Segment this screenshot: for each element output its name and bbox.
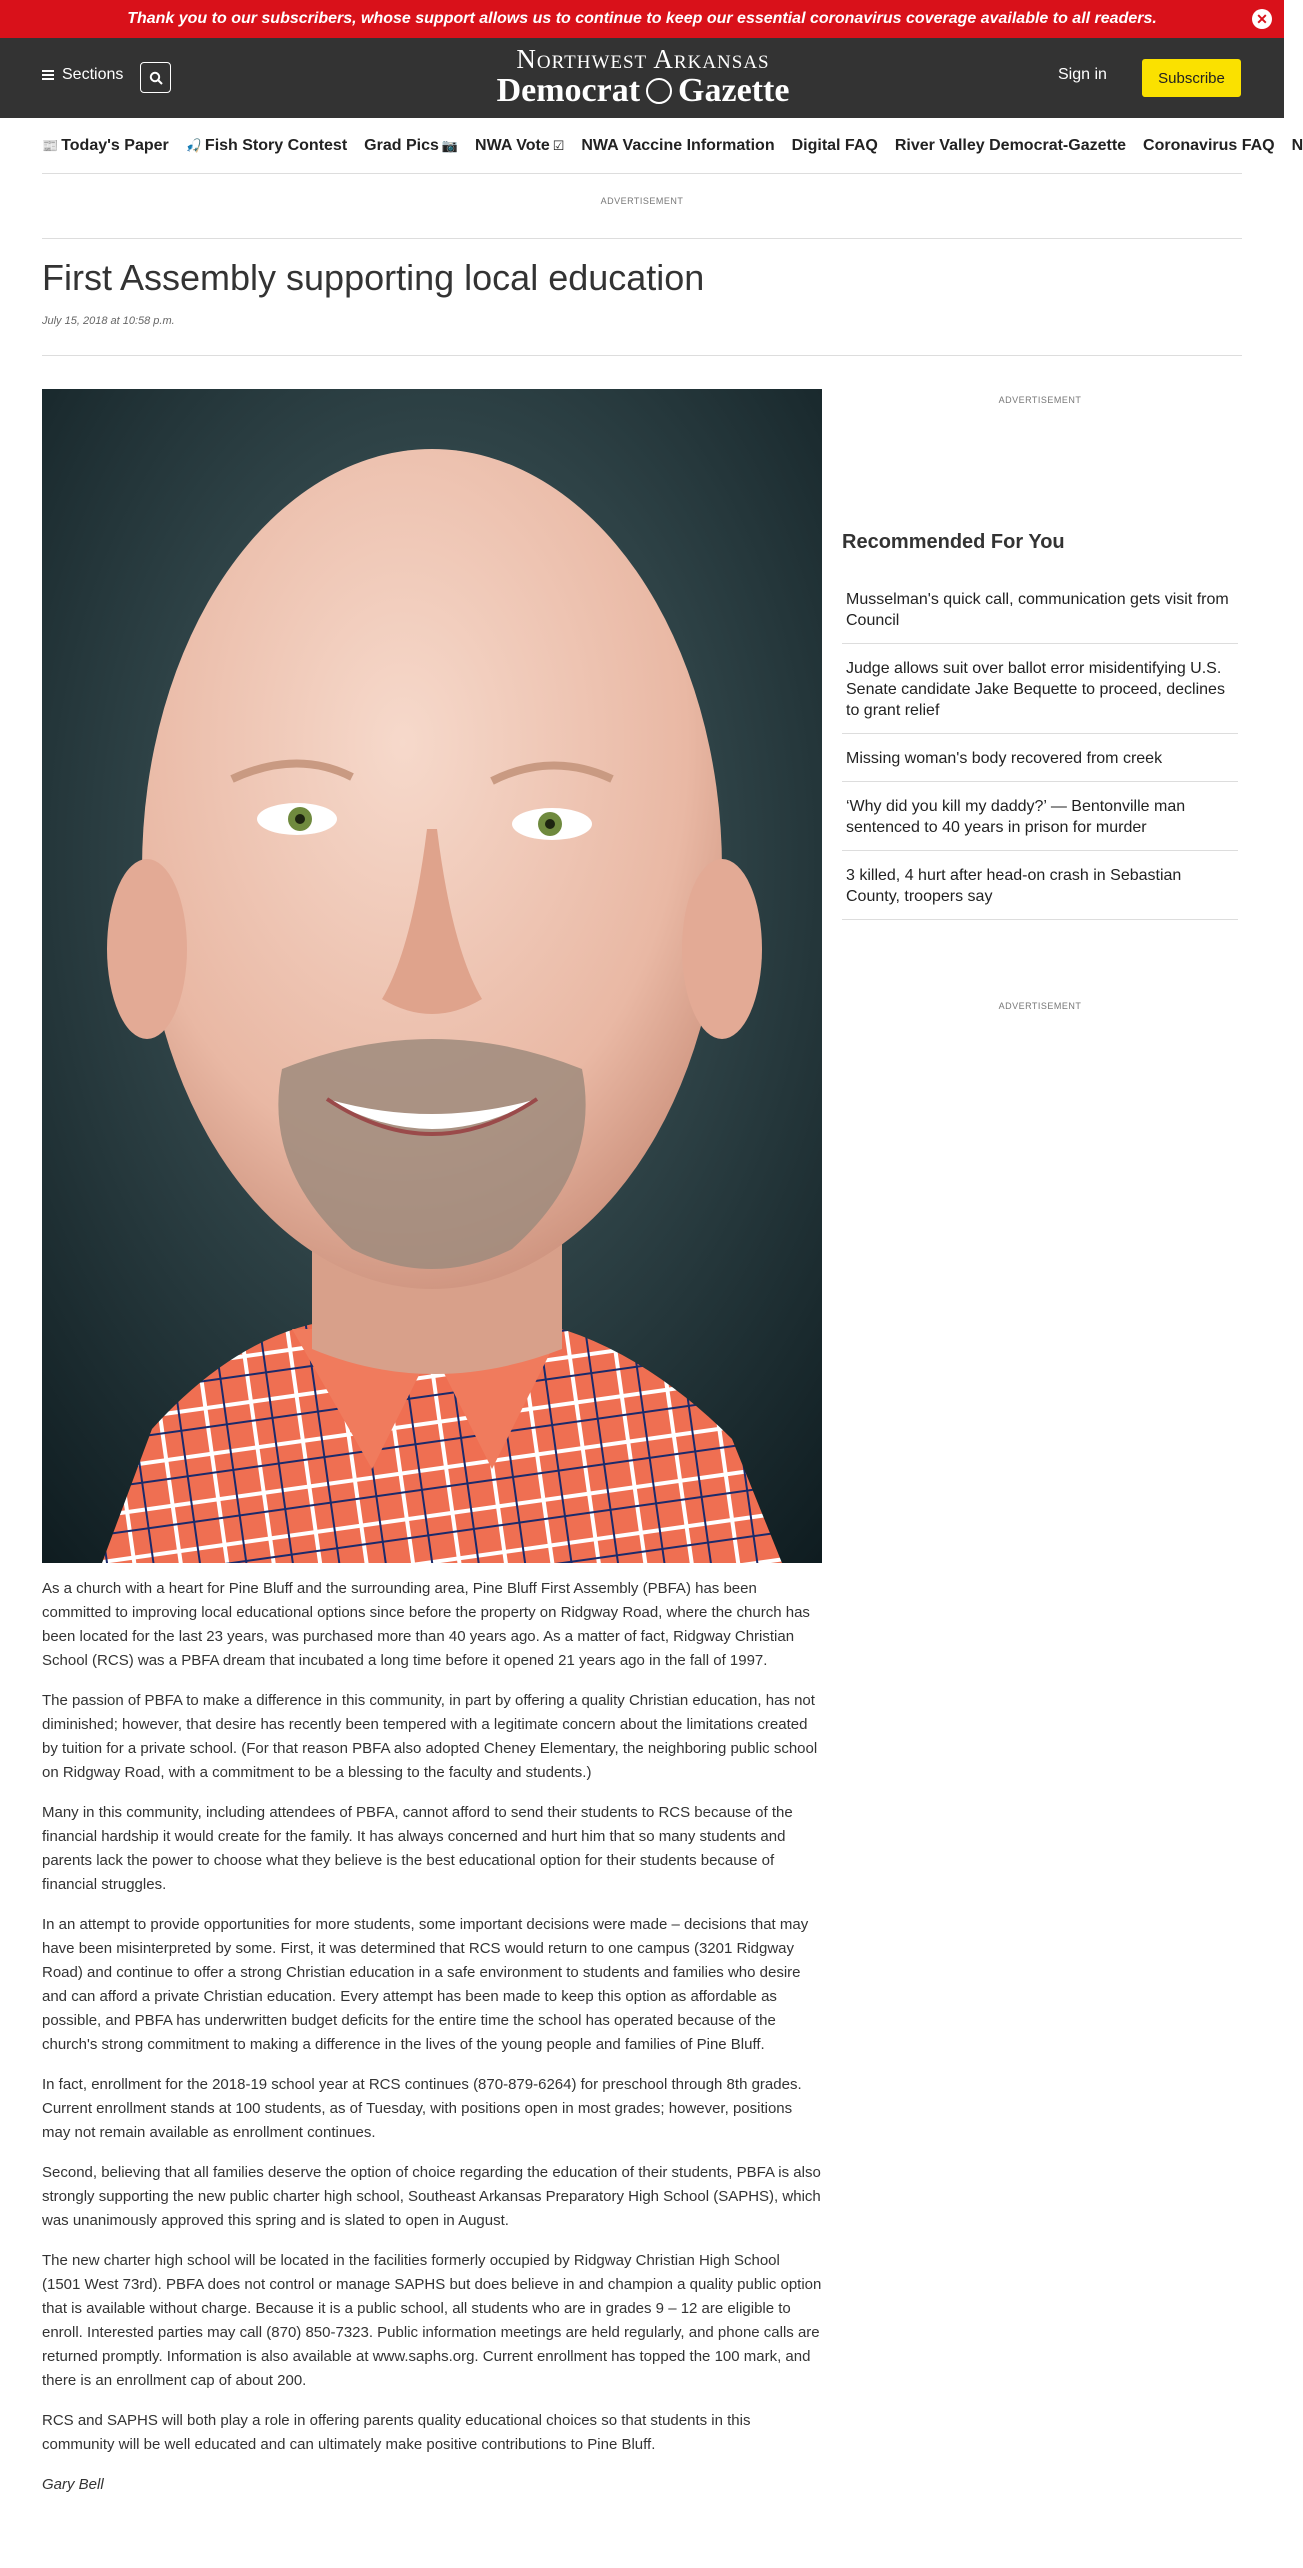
nav-label: Fish Story Contest	[204, 137, 348, 154]
article-body	[42, 1577, 822, 2511]
portrait-image	[42, 389, 822, 1563]
article-title: First Assembly supporting local education	[42, 257, 705, 298]
article-paragraph: The passion of PBFA to make a difference in this community, in part by offering a quality Christian education, has not diminished; however, that desire has recently been tempered with a legitimate concern about the limitations created by tuition for a private school. (For that reason PBFA also adopted Cheney Elementary, the neighboring public school on Ridgway Road, with a commitment to be a blessing to the faculty and students.)	[42, 1692, 818, 1781]
article-photo	[42, 389, 822, 1563]
article-paragraph: Second, believing that all families deserve the option of choice regarding the education of their students, PBFA is also strongly supporting the new public charter high school, Southeast Arkansas Preparatory High School (SAPHS), which was unanimously approved this spring and is slated to open in August.	[42, 2164, 821, 2229]
seal-icon	[646, 78, 672, 104]
subscribe-button[interactable]: Subscribe	[1142, 59, 1241, 97]
nav-item-nwa-vote[interactable]	[475, 137, 564, 155]
ad-label: ADVERTISEMENT	[600, 196, 684, 206]
camera-icon: 📷	[441, 138, 459, 153]
top-nav	[42, 118, 1303, 174]
nav-item-todays-paper[interactable]	[42, 137, 169, 155]
nav-label: Today's Paper	[61, 137, 169, 154]
site-header	[0, 38, 1284, 118]
recommended-item[interactable]: Missing woman's body recovered from creek	[842, 734, 1238, 782]
article-paragraph: Many in this community, including attendees of PBFA, cannot afford to send their students to RCS because of the financial hardship it would create for the family. It has always concerned and hurt him that so many students and parents lack the power to choose what they believe is the best educational option for their students because of financial struggles.	[42, 1804, 793, 1893]
newspaper-icon: 📰	[42, 138, 59, 153]
article-paragraph: RCS and SAPHS will both play a role in offering parents quality educational choices so that students in this community will be well educated and can ultimately make positive contributions to Pine Bluff.	[42, 2412, 751, 2453]
logo-line1: Northwest Arkansas	[516, 44, 770, 74]
divider	[42, 173, 1242, 174]
recommended-item[interactable]: Musselman's quick call, communication gets visit from Council	[842, 575, 1238, 644]
nav-item-vaccine-info[interactable]: NWA Vaccine Information	[581, 137, 775, 154]
sign-in-link[interactable]: Sign in	[1058, 66, 1107, 83]
nav-label: Grad Pics	[364, 137, 439, 154]
search-button[interactable]	[140, 62, 171, 93]
article-paragraph: In an attempt to provide opportunities for more students, some important decisions were made – decisions that may have been misinterpreted by some. First, it was determined that RCS would return to one campus (3201 Ridgway Road) and continue to offer a strong Christian education in a safe environment to students and families who desire and can afford a private Christian education. Every attempt has been made to keep this option as affordable as possible, and PBFA has underwritten budget deficits for the entire time the school has operated because of the church's strong commitment to making a difference in the lives of the young people and families of Pine Bluff.	[42, 1916, 809, 2053]
nav-item-grad-pics[interactable]	[364, 137, 458, 155]
close-icon[interactable]: ✕	[1252, 9, 1272, 29]
article-paragraph: The new charter high school will be located in the facilities formerly occupied by Ridgway Christian High School (1501 West 73rd). PBFA does not control or manage SAPHS but does believe in and champion a quality public option that is available without charge. Because it is a public school, all students who are in grades 9 – 12 are eligible to enroll. Interested parties may call (870) 850-7323. Public information meetings are held regularly, and phone calls are returned promptly. Information is also available at www.saphs.org. Current enrollment has topped the 100 mark, and there is an enrollment cap of about 200.	[42, 2252, 822, 2389]
site-logo[interactable]	[490, 44, 796, 110]
nav-item-digital-faq[interactable]: Digital FAQ	[791, 137, 878, 154]
article-paragraph: As a church with a heart for Pine Bluff and the surrounding area, Pine Bluff First Assembly (PBFA) has been committed to improving local educational options since before the property on Ridgway Road, where the church has been located for the last 23 years, was purchased more than 40 years ago. As a matter of fact, Ridgway Christian School (RCS) was a PBFA dream that incubated a long time before it opened 21 years ago in the fall of 1997.	[42, 1580, 810, 1669]
ballot-icon: ☑	[552, 138, 565, 153]
sections-button[interactable]	[42, 66, 123, 84]
fish-icon: 🎣	[185, 138, 202, 153]
logo-word1: Democrat	[496, 72, 641, 109]
sidebar-ad-label: ADVERTISEMENT	[998, 1001, 1082, 1011]
sidebar-ad-label: ADVERTISEMENT	[998, 395, 1082, 405]
nav-item-river-valley[interactable]: River Valley Democrat-Gazette	[894, 137, 1127, 154]
article-paragraph: In fact, enrollment for the 2018-19 school year at RCS continues (870-879-6264) for preschool through 8th grades. Current enrollment stands at 100 students, as of Tuesday, with positions open in most grades; however, positions may not remain available as enrollment continues.	[42, 2076, 802, 2141]
sections-label: Sections	[62, 66, 124, 83]
nav-item-fish-story[interactable]	[186, 137, 347, 155]
author-signature: Gary Bell	[42, 2476, 104, 2493]
banner-text: Thank you to our subscribers, whose support allows us to continue to keep our essential coronavirus coverage available to all readers.	[127, 10, 1157, 27]
logo-word2: Gazette	[678, 72, 790, 109]
recommended-item[interactable]: 3 killed, 4 hurt after head-on crash in Sebastian County, troopers say	[842, 851, 1238, 920]
recommended-title: Recommended For You	[842, 531, 1065, 553]
nav-item-coronavirus-faq[interactable]: Coronavirus FAQ	[1143, 137, 1275, 154]
nav-label: NWA Vote	[475, 137, 550, 154]
recommended-list	[842, 575, 1238, 920]
divider	[42, 355, 1242, 356]
nav-item-more[interactable]: N	[1291, 137, 1303, 154]
search-icon	[149, 71, 163, 85]
divider	[42, 238, 1242, 239]
recommended-item[interactable]: ‘Why did you kill my daddy?’ — Bentonville man sentenced to 40 years in prison for murder	[842, 782, 1238, 851]
menu-icon	[42, 70, 54, 80]
article-date: July 15, 2018 at 10:58 p.m.	[42, 315, 175, 327]
subscriber-banner	[0, 0, 1284, 38]
recommended-item[interactable]: Judge allows suit over ballot error misidentifying U.S. Senate candidate Jake Bequette to proceed, declines to grant relief	[842, 644, 1238, 734]
